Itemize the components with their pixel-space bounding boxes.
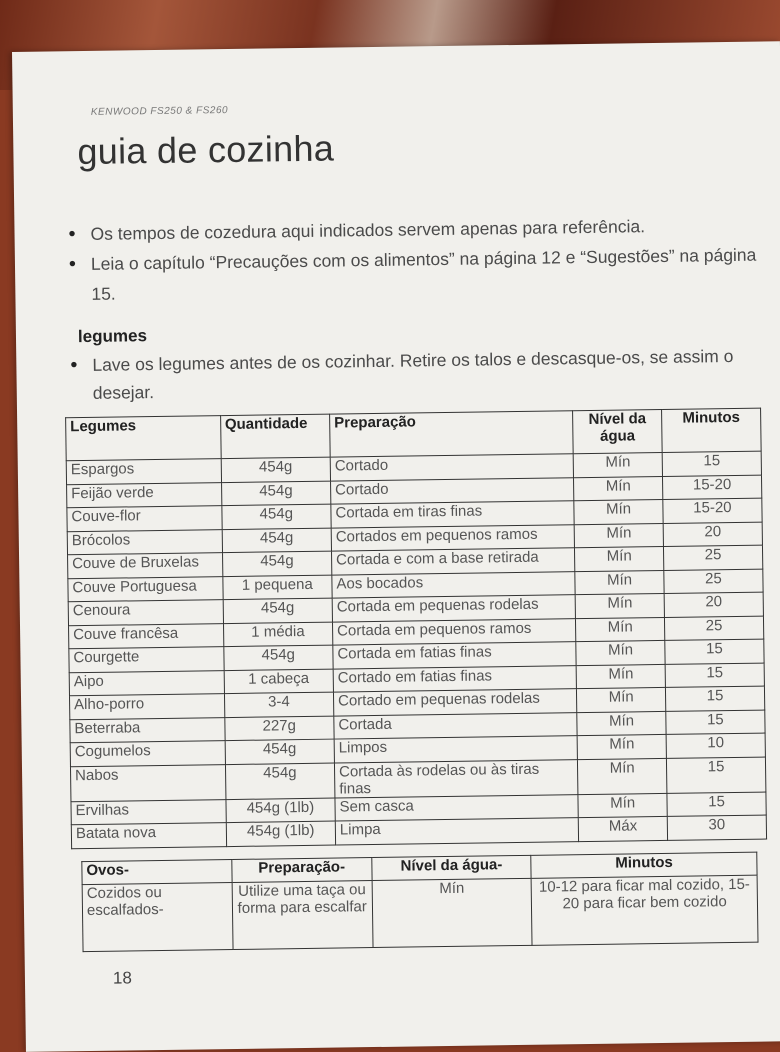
cell-nivel-agua: Mín — [577, 687, 666, 712]
cell-preparacao: Cortado — [330, 454, 574, 481]
cell-quantidade: 454g — [221, 457, 331, 482]
cell-quantidade: 454g — [222, 528, 332, 553]
cell-legume: Aipo — [69, 670, 224, 696]
cell-minutos: 15 — [662, 451, 761, 476]
cell-legume: Batata nova — [71, 823, 226, 849]
cell-minutos: 15 — [667, 792, 766, 817]
cell-legume: Cogumelos — [70, 741, 225, 767]
cell-nivel-agua: Mín — [574, 523, 663, 548]
cell-preparacao: Cortado em fatias finas — [333, 665, 577, 692]
cell-legume: Nabos — [70, 764, 225, 801]
eggs-col-preparacao: Preparação- — [232, 858, 372, 883]
cell-quantidade: 227g — [224, 716, 334, 741]
cell-preparacao: Cortada em pequenos ramos — [332, 618, 576, 645]
cell-legume: Ervilhas — [71, 799, 226, 825]
cell-legume: Cenoura — [68, 600, 223, 626]
cell-legume: Couve-flor — [67, 506, 222, 532]
col-header-preparacao: Preparação — [330, 411, 574, 457]
cell-quantidade: 454g — [225, 739, 335, 764]
cell-minutos: 15 — [665, 686, 764, 711]
cell-legume: Courgette — [69, 647, 224, 673]
eggs-cell-preparacao: Utilize uma taça ou forma para escalfar — [232, 881, 373, 950]
cell-minutos: 30 — [667, 815, 766, 840]
cell-nivel-agua: Mín — [576, 664, 665, 689]
cell-minutos: 15-20 — [662, 475, 761, 500]
cell-minutos: 25 — [663, 545, 762, 570]
eggs-table-row — [82, 875, 758, 951]
cell-legume: Feijão verde — [67, 482, 222, 508]
cell-preparacao: Cortada — [334, 712, 578, 739]
cell-nivel-agua: Mín — [574, 499, 663, 524]
cell-nivel-agua: Mín — [576, 617, 665, 642]
col-header-quantidade: Quantidade — [220, 414, 330, 459]
eggs-cell-type: Cozidos ou escalfados- — [82, 883, 233, 952]
cell-legume: Couve Portuguesa — [68, 576, 223, 602]
cell-legume: Brócolos — [67, 529, 222, 555]
cell-nivel-agua: Mín — [573, 452, 662, 477]
cell-preparacao: Sem casca — [335, 794, 579, 821]
cell-preparacao: Cortado em pequenas rodelas — [333, 689, 577, 716]
eggs-table — [81, 852, 758, 952]
eggs-cell-minutos: 10-12 para ficar mal cozido, 15-20 para ficar bem cozido — [531, 875, 758, 945]
cell-quantidade: 1 cabeça — [224, 669, 334, 694]
cell-legume: Couve francêsa — [69, 623, 224, 649]
intro-bullets — [68, 210, 759, 310]
cell-quantidade: 454g — [221, 481, 331, 506]
cell-minutos: 15 — [665, 663, 764, 688]
col-header-nivel-agua: Nível da água — [573, 409, 662, 453]
cell-preparacao: Cortada às rodelas ou às tiras finas — [334, 759, 578, 797]
cell-nivel-agua: Mín — [575, 546, 664, 571]
cell-preparacao: Limpos — [334, 736, 578, 763]
cell-preparacao: Aos bocados — [332, 571, 576, 598]
vegetables-table-body — [66, 451, 766, 848]
cell-quantidade: 3-4 — [224, 692, 334, 717]
cell-minutos: 15-20 — [663, 498, 762, 523]
page-title: guia de cozinha — [77, 127, 335, 173]
cell-legume: Alho-porro — [69, 694, 224, 720]
cell-minutos: 15 — [665, 639, 764, 664]
brand-header: KENWOOD FS250 & FS260 — [90, 104, 229, 118]
eggs-col-nivel-agua: Nível da água- — [371, 855, 531, 880]
cell-quantidade: 454g — [222, 551, 332, 576]
cell-quantidade: 1 pequena — [223, 575, 333, 600]
cell-quantidade: 454g (1lb) — [226, 798, 336, 823]
legumes-note-text: • Lave os legumes antes de os cozinhar. Retire os talos e descasque-os, se assim o desejar. — [70, 342, 761, 408]
cell-quantidade: 1 média — [223, 622, 333, 647]
cell-minutos: 20 — [663, 522, 762, 547]
cell-nivel-agua: Mín — [578, 758, 667, 794]
cell-minutos: 15 — [666, 710, 765, 735]
cell-nivel-agua: Mín — [577, 734, 666, 759]
cell-preparacao: Limpa — [335, 818, 579, 845]
cell-nivel-agua: Mín — [577, 711, 666, 736]
cell-nivel-agua: Mín — [574, 476, 663, 501]
cell-quantidade: 454g (1lb) — [226, 821, 336, 846]
cell-legume: Beterraba — [70, 717, 225, 743]
eggs-cell-nivel-agua: Mín — [372, 878, 533, 947]
eggs-col-ovos: Ovos- — [82, 860, 232, 885]
eggs-col-minutos: Minutos — [531, 852, 757, 878]
cell-minutos: 15 — [666, 757, 765, 793]
cell-preparacao: Cortada em tiras finas — [331, 501, 575, 528]
cell-preparacao: Cortada e com a base retirada — [331, 548, 575, 575]
col-header-minutos: Minutos — [662, 408, 762, 452]
cell-nivel-agua: Mín — [575, 593, 664, 618]
cell-nivel-agua: Mín — [578, 793, 667, 818]
cell-quantidade: 454g — [225, 763, 335, 800]
cell-quantidade: 454g — [223, 598, 333, 623]
intro-bullet-1: • Os tempos de cozedura aqui indicados servem apenas para referência. — [68, 210, 758, 250]
cell-minutos: 25 — [664, 616, 763, 641]
vegetables-table — [65, 408, 767, 849]
manual-page — [12, 41, 780, 1052]
cell-preparacao: Cortado — [330, 477, 574, 504]
col-header-legumes: Legumes — [66, 416, 221, 461]
cell-minutos: 20 — [664, 592, 763, 617]
cell-minutos: 10 — [666, 733, 765, 758]
page-number: 18 — [112, 968, 132, 988]
intro-bullet-2: • Leia o capítulo “Precauções com os alimentos” na página 12 e “Sugestões” na página 15. — [69, 240, 760, 310]
cell-quantidade: 454g — [223, 645, 333, 670]
cell-preparacao: Cortada em pequenas rodelas — [332, 595, 576, 622]
cell-nivel-agua: Mín — [576, 640, 665, 665]
cell-preparacao: Cortados em pequenos ramos — [331, 524, 575, 551]
section-heading-legumes: legumes — [77, 326, 148, 347]
cell-nivel-agua: Máx — [579, 816, 668, 841]
cell-nivel-agua: Mín — [575, 570, 664, 595]
cell-legume: Espargos — [66, 459, 221, 485]
cell-preparacao: Cortada em fatias finas — [333, 642, 577, 669]
cell-quantidade: 454g — [222, 504, 332, 529]
legumes-note — [70, 342, 761, 408]
cell-minutos: 25 — [664, 569, 763, 594]
cell-legume: Couve de Bruxelas — [68, 553, 223, 579]
